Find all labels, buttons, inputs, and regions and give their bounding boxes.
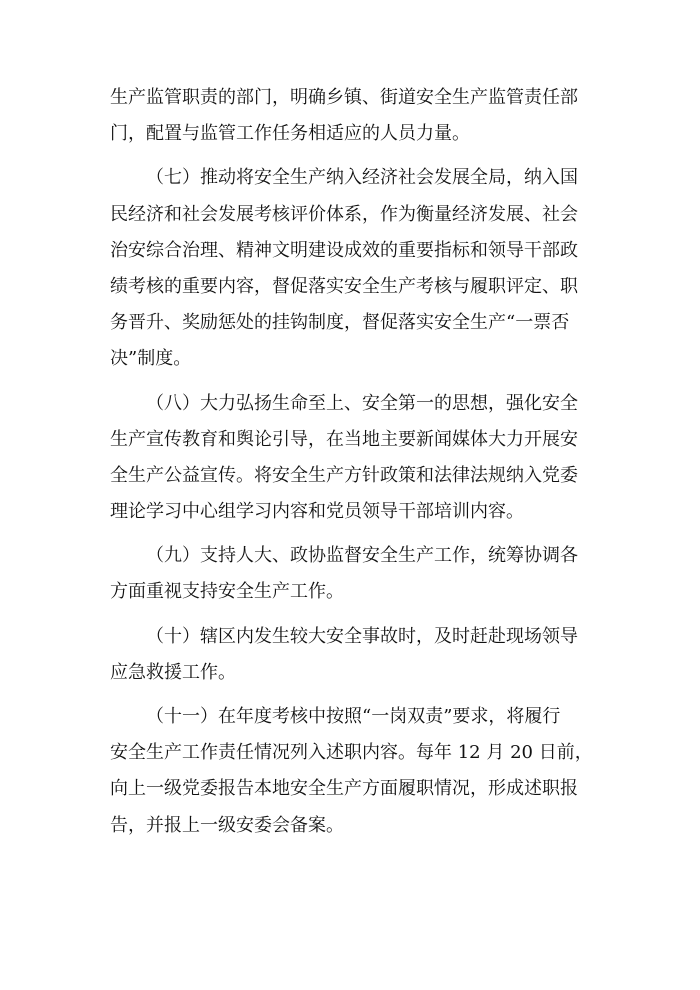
paragraph-4-line-0: （十）辖区内发生较大安全事故时，及时赶赴现场领导 xyxy=(146,625,578,647)
paragraph-2-line-2: 全生产公益宣传。将安全生产方针政策和法律法规纳入党委 xyxy=(110,464,578,486)
paragraph-1-line-1: 民经济和社会发展考核评价体系，作为衡量经济发展、社会 xyxy=(110,203,578,225)
paragraph-1-line-0: （七）推动将安全生产纳入经济社会发展全局，纳入国 xyxy=(146,167,578,189)
paragraph-5-line-1: 安全生产工作责任情况列入述职内容。每年 12 月 20 日前， xyxy=(110,742,593,764)
paragraph-2-line-0: （八）大力弘扬生命至上、安全第一的思想，强化安全 xyxy=(146,392,578,414)
paragraph-1-line-2: 治安综合治理、精神文明建设成效的重要指标和领导干部政 xyxy=(110,239,578,261)
paragraph-2-line-3: 理论学习中心组学习内容和党员领导干部培训内容。 xyxy=(110,501,524,523)
paragraph-3-line-1: 方面重视支持安全生产工作。 xyxy=(110,581,344,603)
document-body xyxy=(110,80,600,844)
paragraph-1-line-5: 决”制度。 xyxy=(110,348,192,370)
paragraph-5-line-3: 告，并报上一级安委会备案。 xyxy=(110,814,344,836)
paragraph-1-line-3: 绩考核的重要内容，督促落实安全生产考核与履职评定、职 xyxy=(110,275,578,297)
paragraph-1-line-4: 务晋升、奖励惩处的挂钩制度，督促落实安全生产“一票否 xyxy=(110,312,570,334)
paragraph-5-line-2: 向上一级党委报告本地安全生产方面履职情况，形成述职报 xyxy=(110,778,578,800)
paragraph-0-line-1: 门，配置与监管工作任务相适应的人员力量。 xyxy=(110,123,470,145)
paragraph-3-line-0: （九）支持人大、政协监督安全生产工作，统筹协调各 xyxy=(146,545,578,567)
paragraph-2-line-1: 生产宣传教育和舆论引导，在当地主要新闻媒体大力开展安 xyxy=(110,428,578,450)
paragraph-0-line-0: 生产监管职责的部门，明确乡镇、街道安全生产监管责任部 xyxy=(110,87,578,108)
paragraph-5-line-0: （十一）在年度考核中按照“一岗双责”要求，将履行 xyxy=(146,706,561,727)
paragraph-4-line-1: 应急救援工作。 xyxy=(110,661,236,683)
